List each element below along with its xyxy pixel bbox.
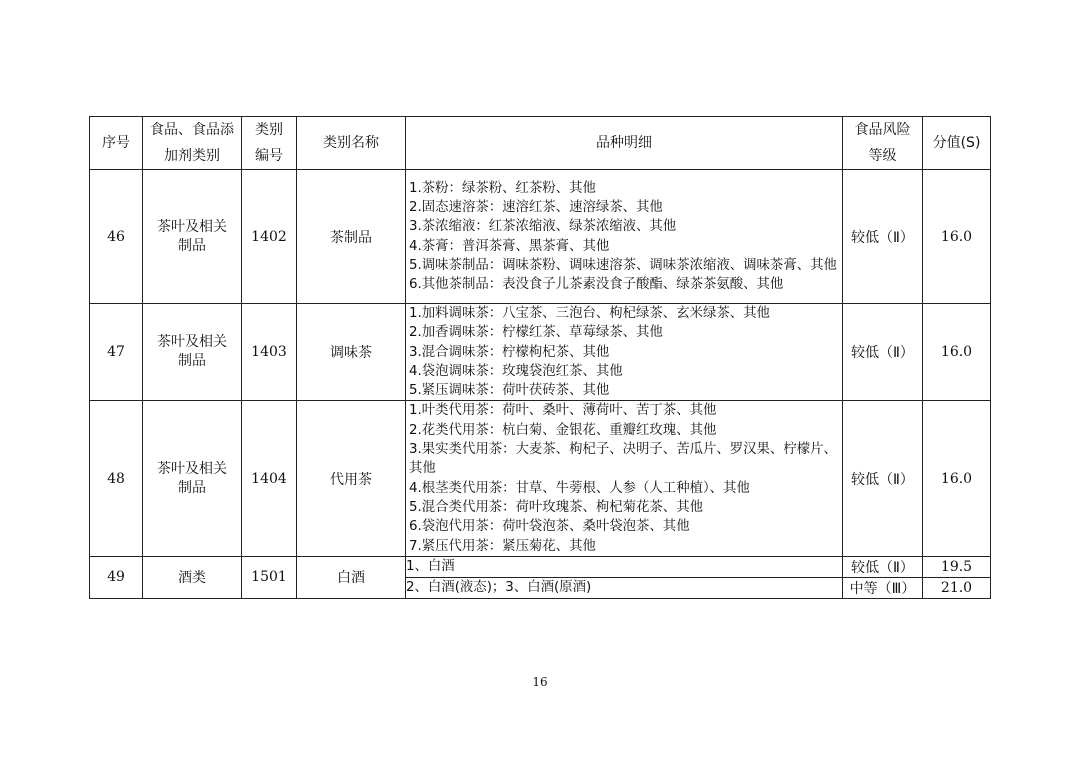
- table-header-row: [90, 117, 991, 170]
- table-row: [90, 556, 991, 577]
- detail-line: 7.紧压代用茶：紧压菊花、其他: [409, 538, 596, 554]
- row-food-category: 酒类: [143, 556, 242, 598]
- row-variety-detail: [406, 304, 843, 401]
- row-category-name: 白酒: [297, 556, 406, 598]
- row-category-name: 调味茶: [297, 304, 406, 401]
- header-risk-level-line1: 食品风险: [854, 122, 911, 138]
- header-risk-level: [843, 117, 923, 170]
- detail-line: 5.调味茶制品：调味茶粉、调味速溶茶、调味茶浓缩液、调味茶膏、其他: [409, 257, 837, 273]
- row-score: 16.0: [923, 170, 991, 304]
- header-variety-detail: 品种明细: [406, 117, 843, 170]
- row-seq: 48: [90, 401, 143, 556]
- detail-line: 3.混合调味茶：柠檬枸杞茶、其他: [409, 344, 610, 360]
- food-category-table: [89, 116, 991, 599]
- row-category-name: 茶制品: [297, 170, 406, 304]
- header-food-category-line1: 食品、食品添: [150, 122, 234, 138]
- detail-line: 4.根茎类代用茶：甘草、牛蒡根、人参（人工种植）、其他: [409, 480, 750, 496]
- detail-line: 2.花类代用茶：杭白菊、金银花、重瓣红玫瑰、其他: [409, 422, 717, 438]
- header-seq: 序号: [90, 117, 143, 170]
- row-score: 21.0: [923, 577, 991, 598]
- detail-line: 2.加香调味茶：柠檬红茶、草莓绿茶、其他: [409, 325, 663, 341]
- table-row: [90, 170, 991, 304]
- row-category-name: 代用茶: [297, 401, 406, 556]
- header-category-code-line2: 编号: [255, 148, 283, 164]
- detail-line: 6.袋泡代用茶：荷叶袋泡茶、桑叶袋泡茶、其他: [409, 519, 690, 535]
- row-food-category-line2: 制品: [178, 353, 206, 370]
- detail-line: 3.茶浓缩液：红茶浓缩液、绿茶浓缩液、其他: [409, 219, 677, 235]
- row-category-code: 1402: [242, 170, 297, 304]
- row-food-category-line1: 茶叶及相关: [157, 218, 227, 235]
- detail-line: 1.加料调味茶：八宝茶、三泡台、枸杞绿茶、玄米绿茶、其他: [409, 306, 770, 321]
- row-risk-level: 较低（Ⅱ）: [843, 304, 923, 401]
- row-food-category-line2: 制品: [178, 237, 206, 254]
- header-score: 分值(S): [923, 117, 991, 170]
- header-category-code-line1: 类别: [255, 122, 283, 138]
- detail-line: 6.其他茶制品：表没食子儿茶素没食子酸酯、绿茶茶氨酸、其他: [409, 277, 784, 293]
- row-seq: 49: [90, 556, 143, 598]
- header-food-category-line2: 加剂类别: [164, 148, 220, 164]
- row-food-category-line1: 茶叶及相关: [157, 334, 227, 351]
- row-seq: 46: [90, 170, 143, 304]
- row-category-code: 1403: [242, 304, 297, 401]
- row-score: 16.0: [923, 401, 991, 556]
- row-variety-detail: [406, 401, 843, 556]
- row-score: 16.0: [923, 304, 991, 401]
- row-risk-level: 较低（Ⅱ）: [843, 556, 923, 577]
- detail-line: 2.固态速溶茶：速溶红茶、速溶绿茶、其他: [409, 199, 663, 215]
- table-row: [90, 401, 991, 556]
- row-food-category: [143, 304, 242, 401]
- page-number: 16: [532, 675, 548, 689]
- row-category-code: 1501: [242, 556, 297, 598]
- detail-line: 5.紧压调味茶：荷叶茯砖茶、其他: [409, 383, 610, 399]
- detail-line: 3.果实类代用茶：大麦茶、枸杞子、决明子、苦瓜片、罗汉果、柠檬片、其他: [409, 442, 837, 477]
- row-variety-detail: [406, 170, 843, 304]
- row-food-category-line2: 制品: [178, 479, 206, 496]
- row-variety-detail: 2、白酒(液态)；3、白酒(原酒): [406, 577, 843, 598]
- row-variety-detail: 1、白酒: [406, 556, 843, 577]
- table-row: [90, 304, 991, 401]
- header-category-name: 类别名称: [297, 117, 406, 170]
- row-risk-level: 较低（Ⅱ）: [843, 170, 923, 304]
- header-food-category: [143, 117, 242, 170]
- header-risk-level-line2: 等级: [868, 148, 897, 164]
- detail-line: 4.袋泡调味茶：玫瑰袋泡红茶、其他: [409, 363, 623, 379]
- row-seq: 47: [90, 304, 143, 401]
- row-food-category-line1: 茶叶及相关: [157, 460, 227, 477]
- header-category-code: [242, 117, 297, 170]
- row-food-category: [143, 170, 242, 304]
- row-food-category: [143, 401, 242, 556]
- detail-line: 4.茶膏：普洱茶膏、黑茶膏、其他: [409, 238, 610, 254]
- row-risk-level: 中等（Ⅲ）: [843, 577, 923, 598]
- detail-line: 1.叶类代用茶：荷叶、桑叶、薄荷叶、苦丁茶、其他: [409, 403, 717, 419]
- detail-line: 5.混合类代用茶：荷叶玫瑰茶、枸杞菊花茶、其他: [409, 499, 703, 515]
- row-category-code: 1404: [242, 401, 297, 556]
- detail-line: 1.茶粉：绿茶粉、红茶粉、其他: [409, 180, 596, 196]
- row-score: 19.5: [923, 556, 991, 577]
- row-risk-level: 较低（Ⅱ）: [843, 401, 923, 556]
